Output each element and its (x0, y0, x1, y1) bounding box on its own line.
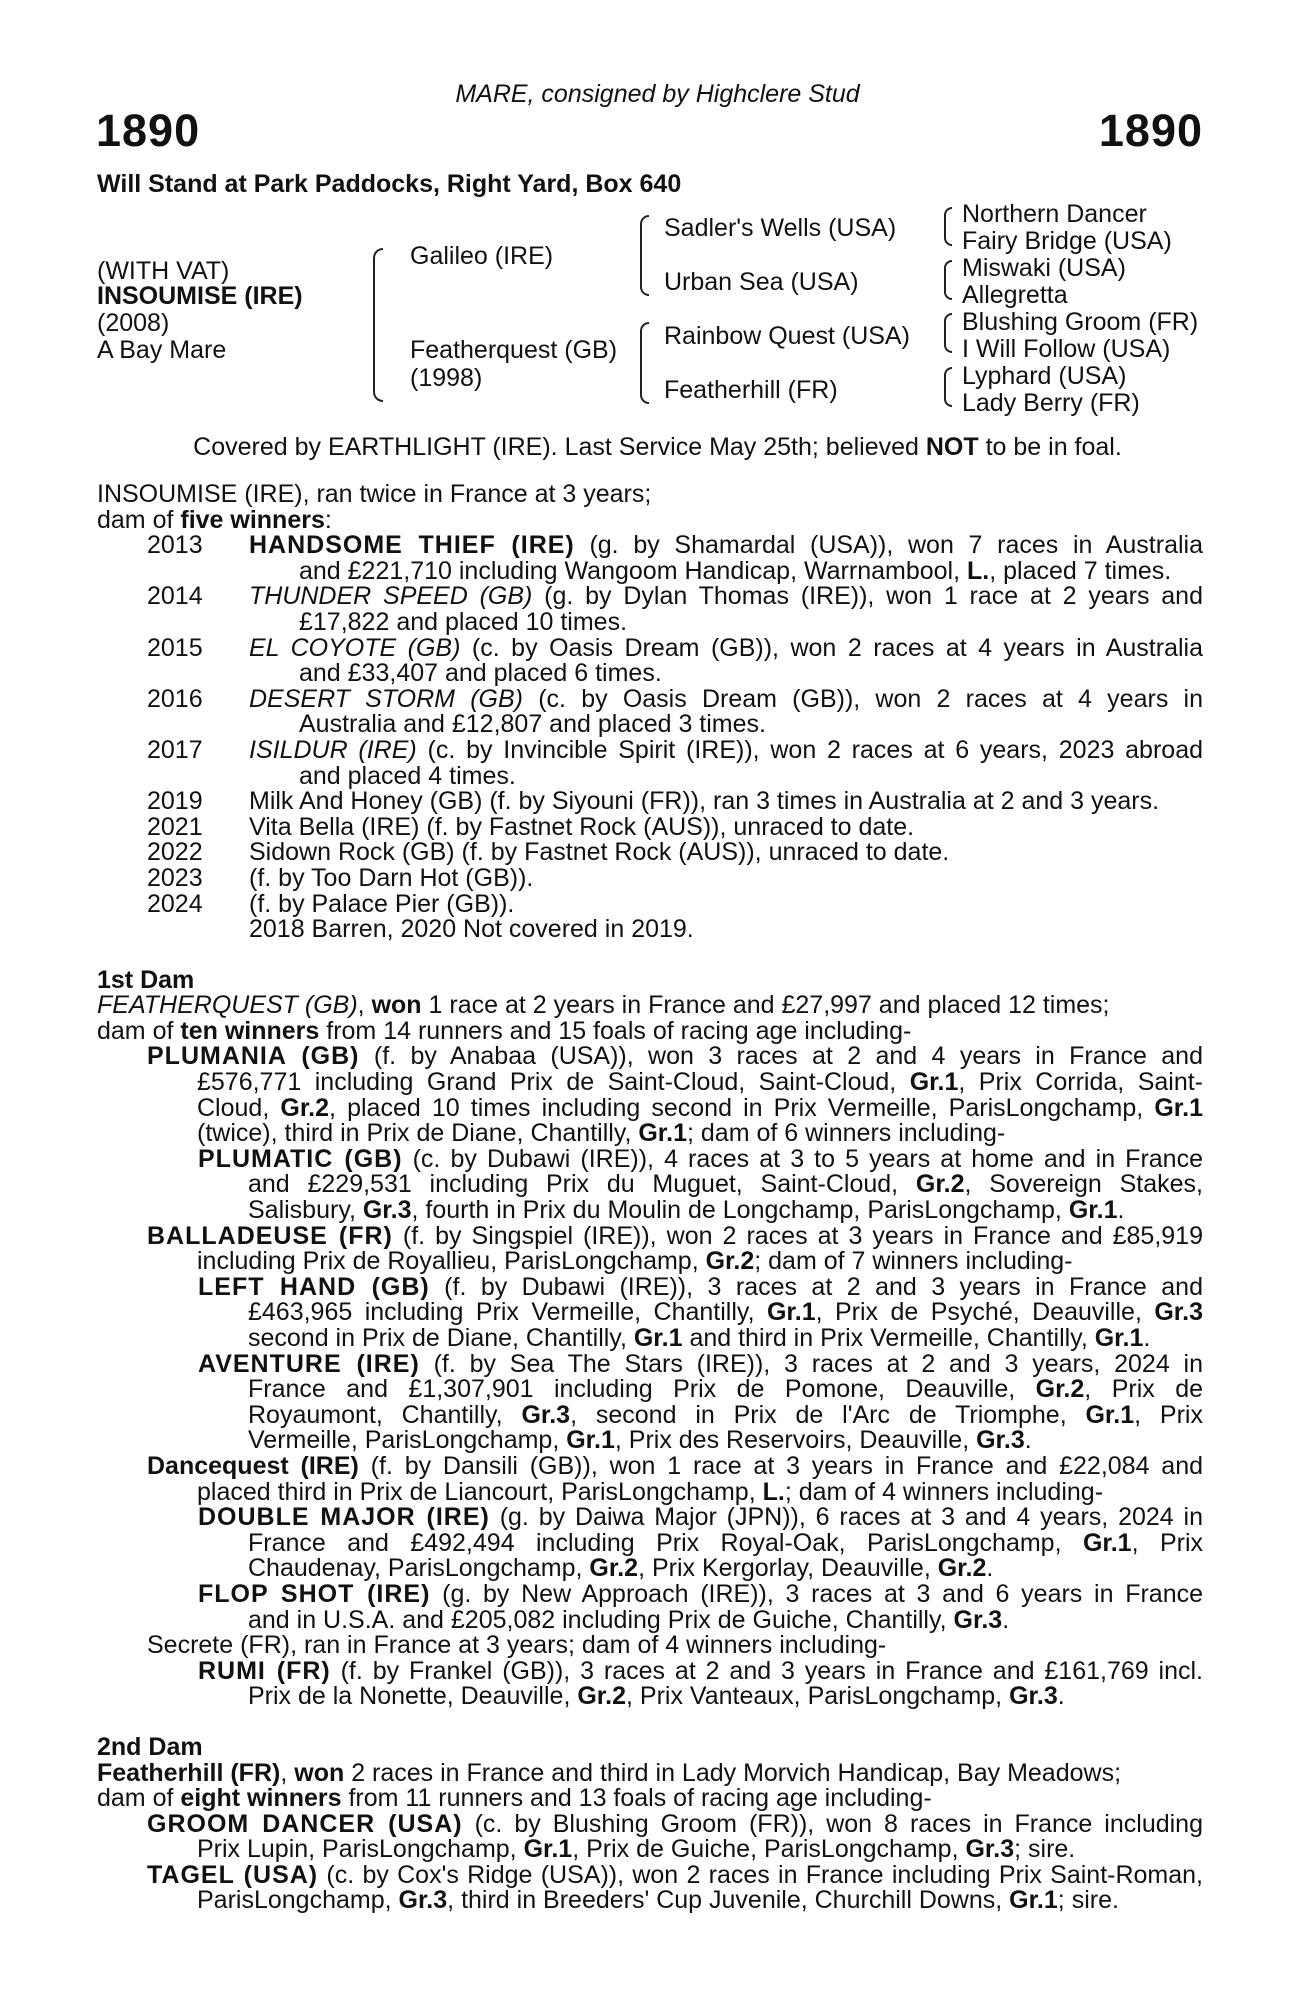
barren-note: 2018 Barren, 2020 Not covered in 2019. (249, 915, 694, 944)
pedigree-sire-sire: Sadler's Wells (USA) (664, 214, 897, 242)
pedigree-ds-sire: Blushing Groom (FR) (962, 308, 1199, 336)
pedigree-sd-dam: Allegretta (962, 281, 1068, 309)
lot-number-left: 1890 (96, 105, 201, 156)
pedigree-brace (640, 215, 649, 296)
pedigree-ss-dam: Fairy Bridge (USA) (962, 227, 1172, 255)
dam-produce-tagel: TAGEL (USA) (c. by Cox's Ridge (USA)), won 2 races in France including Prix Saint-Roman, ParisLongchamp, Gr.3, third in Breeders' Cup Juvenile, Churchill Downs, Gr.1; sire. (147, 1860, 1203, 1915)
pedigree-dd-dam: Lady Berry (FR) (962, 389, 1140, 417)
horse-name: INSOUMISE (IRE) (97, 282, 303, 310)
pedigree-sire-dam: Urban Sea (USA) (664, 268, 859, 296)
produce-entry: 2022 Sidown Rock (GB) (f. by Fastnet Rock (AUS)), unraced to date. (147, 838, 950, 867)
first-dam-heading: 1st Dam (97, 965, 195, 994)
pedigree-dam-dam: Featherhill (FR) (664, 376, 838, 404)
second-dam-heading: 2nd Dam (97, 1732, 203, 1761)
produce-entry: 2013 HANDSOME THIEF (IRE) (g. by Shamardal (USA)), won 7 races in Australia and £221,710 including Wangoom Handicap, Warrnambool, L., placed 7 times. (147, 531, 1203, 585)
pedigree-ss-sire: Northern Dancer (962, 200, 1147, 228)
consignor-line: MARE, consigned by Highclere Stud (455, 80, 860, 108)
produce-entry: 2019 Milk And Honey (GB) (f. by Siyouni (FR)), ran 3 times in Australia at 2 and 3 years. (147, 787, 1160, 816)
second-dam-record: Featherhill (FR), won 2 races in France and third in Lady Morvich Handicap, Bay Meadows; (97, 1758, 1122, 1787)
pedigree-brace (944, 367, 952, 407)
pedigree-ds-dam: I Will Follow (USA) (962, 335, 1171, 363)
dam-produce-aventure: AVENTURE (IRE) (f. by Sea The Stars (IRE)), 3 races at 2 and 3 years, 2024 in France and £1,307,901 including Prix de Pomone, Deauville, Gr.2, Prix de Royaumont, Chantilly, Gr.3, second in Prix de l'Arc de Triomphe, Gr.1, Prix Vermeille, ParisLongchamp, Gr.1, Prix des Reservoirs, Deauville, Gr.3. (198, 1349, 1204, 1455)
pedigree-dd-sire: Lyphard (USA) (962, 362, 1127, 390)
dam-produce-plumatic: PLUMATIC (GB) (c. by Dubawi (IRE)), 4 races at 3 to 5 years at home and in France and £229,531 including Prix du Muguet, Saint-Cloud, Gr.2, Sovereign Stakes, Salisbury, Gr.3, fourth in Prix du Moulin de Longchamp, ParisLongchamp, Gr.1. (198, 1144, 1203, 1225)
produce-entry: 2021 Vita Bella (IRE) (f. by Fastnet Rock (AUS)), unraced to date. (147, 812, 915, 841)
pedigree-dam-year: (1998) (410, 364, 483, 392)
pedigree-brace (944, 207, 952, 246)
dam-produce-dancequest: Dancequest (IRE) (f. by Dansili (GB)), won 1 race at 3 years in France and £22,084 and placed third in Prix de Liancourt, ParisLongchamp, L.; dam of 4 winners including- (147, 1451, 1204, 1506)
stand-location: Will Stand at Park Paddocks, Right Yard, Box 640 (97, 170, 682, 198)
horse-year: (2008) (97, 309, 170, 337)
pedigree-dam: Featherquest (GB) (410, 336, 618, 364)
catalogue-body (97, 482, 1203, 1914)
dam-produce-secrete: Secrete (FR), ran in France at 3 years; dam of 4 winners including- (147, 1631, 887, 1660)
pedigree-brace (944, 313, 952, 353)
second-dam-summary: dam of eight winners from 11 runners and 13 foals of racing age including- (97, 1784, 932, 1813)
vat-note: (WITH VAT) (97, 257, 230, 285)
produce-entry: 2024 (f. by Palace Pier (GB)). (147, 889, 515, 918)
dam-produce-groom-dancer: GROOM DANCER (USA) (c. by Blushing Groom (FR)), won 8 races in France including Prix Lupin, ParisLongchamp, Gr.1, Prix de Guiche, ParisLongchamp, Gr.3; sire. (147, 1809, 1203, 1864)
cover-text: Covered by EARTHLIGHT (IRE). Last Service May 25th; believed (193, 433, 926, 461)
dam-produce-rumi: RUMI (FR) (f. by Frankel (GB)), 3 races at 2 and 3 years in France and £161,769 incl. Prix de la Nonette, Deauville, Gr.2, Prix Vanteaux, ParisLongchamp, Gr.3. (198, 1656, 1203, 1711)
mare-record: INSOUMISE (IRE), ran twice in France at 3 years; (97, 480, 652, 508)
first-dam-record: FEATHERQUEST (GB), won 1 race at 2 years in France and £27,997 and placed 12 times; (97, 991, 1110, 1020)
produce-list (97, 533, 1203, 943)
dam-produce-balladeuse: BALLADEUSE (FR) (f. by Singspiel (IRE)), won 2 races at 3 years in France and £85,919 including Prix de Royallieu, ParisLongchamp, Gr.2; dam of 7 winners including- (147, 1221, 1203, 1276)
mare-produce-summary: dam of five winners: (97, 505, 332, 534)
pedigree-brace (944, 260, 952, 300)
produce-entry: 2015 EL COYOTE (GB) (c. by Oasis Dream (GB)), won 2 races at 4 years in Australia and £33,407 and placed 6 times. (147, 633, 1203, 688)
horse-description: A Bay Mare (97, 336, 227, 364)
dam-produce-plumania: PLUMANIA (GB) (f. by Anabaa (USA)), won 3 races at 2 and 4 years in France and £576,771 including Grand Prix de Saint-Cloud, Saint-Cloud, Gr.1, Prix Corrida, Saint- Cloud, Gr.2, placed 10 times including second in Prix Vermeille, ParisLongchamp, Gr.1 (twice), third in Prix de Diane, Chantilly, Gr.1; dam of 6 winners including- (147, 1042, 1203, 1148)
produce-entry: 2023 (f. by Too Darn Hot (GB)). (147, 863, 534, 892)
dam-produce-left-hand: LEFT HAND (GB) (f. by Dubawi (IRE)), 3 races at 2 and 3 years in France and £463,965 including Prix Vermeille, Chantilly, Gr.1, Prix de Psyché, Deauville, Gr.3 second in Prix de Diane, Chantilly, Gr.1 and third in Prix Vermeille, Chantilly, Gr.1. (198, 1272, 1203, 1352)
produce-entry: 2017 ISILDUR (IRE) (c. by Invincible Spirit (IRE)), won 2 races at 6 years, 2023 abroad and placed 4 times. (147, 735, 1203, 790)
cover-text-end: to be in foal. (978, 433, 1122, 461)
pedigree-brace (373, 248, 383, 402)
pedigree-sd-sire: Miswaki (USA) (962, 254, 1126, 282)
pedigree-brace (640, 322, 649, 404)
produce-entry: 2014 THUNDER SPEED (GB) (g. by Dylan Thomas (IRE)), won 1 race at 2 years and £17,822 and placed 10 times. (147, 582, 1203, 636)
cover-not: NOT (925, 433, 979, 461)
lot-number-right: 1890 (1098, 105, 1203, 156)
pedigree-dam-sire: Rainbow Quest (USA) (664, 322, 910, 350)
covering-status (0, 433, 1315, 462)
pedigree-sire: Galileo (IRE) (410, 242, 554, 270)
first-dam-summary: dam of ten winners from 14 runners and 15 foals of racing age including- (97, 1016, 912, 1045)
dam-produce-flop-shot: FLOP SHOT (IRE) (g. by New Approach (IRE)), 3 races at 3 and 6 years in France and in U.S.A. and £205,082 including Prix de Guiche, Chantilly, Gr.3. (198, 1579, 1203, 1634)
dam-produce-double-major: DOUBLE MAJOR (IRE) (g. by Daiwa Major (JPN)), 6 races at 3 and 4 years, 2024 in France and £492,494 including Prix Royal-Oak, ParisLongchamp, Gr.1, Prix Chaudenay, ParisLongchamp, Gr.2, Prix Kergorlay, Deauville, Gr.2. (198, 1503, 1203, 1583)
produce-entry: 2016 DESERT STORM (GB) (c. by Oasis Dream (GB)), won 2 races at 4 years in Australia and £12,807 and placed 3 times. (147, 684, 1203, 739)
